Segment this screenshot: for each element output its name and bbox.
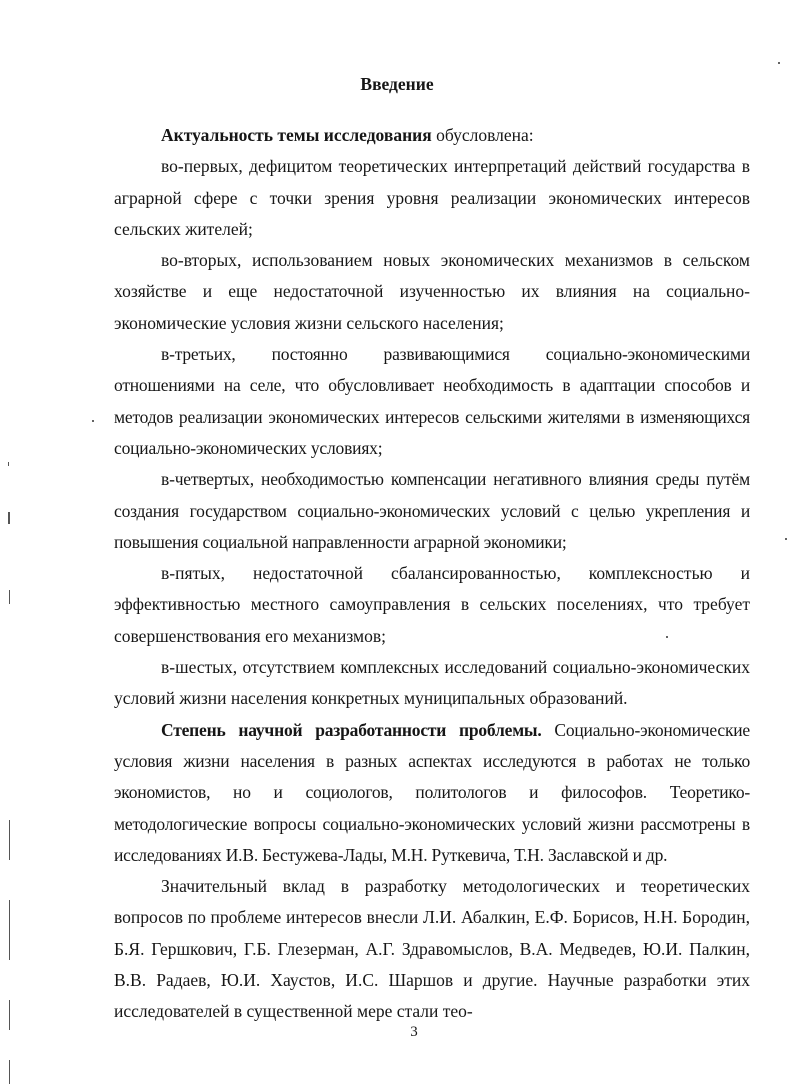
paragraph-text: во-вторых, использованием новых экономических механизмов в сельском хозяйстве и еще недостаточной изученностью их влияния на социально-экономические условия жизни сельского населения; bbox=[114, 250, 750, 333]
paragraph-text: в-шестых, отсутствием комплексных исследований социально-экономических условий жизни населения конкретных муниципальных образований. bbox=[114, 657, 750, 709]
scan-artifact bbox=[9, 900, 10, 960]
paragraph bbox=[114, 464, 750, 558]
paragraph-text: в-третьих, постоянно развивающимися социально-экономическими отношениями на селе, что обусловливает необходимость в адаптации способов и методов реализации экономических интересов сельскими жителями в изменяющихся социально-экономических условиях; bbox=[114, 344, 750, 458]
paragraph-lead: Степень научной разработанности проблемы. bbox=[161, 719, 542, 740]
paragraph bbox=[114, 652, 750, 715]
paragraph-lead: Актуальность темы исследования bbox=[161, 125, 432, 145]
body-text bbox=[114, 120, 750, 1028]
scan-artifact bbox=[8, 462, 9, 466]
paragraph-text: Значительный вклад в разработку методологических и теоретических вопросов по проблеме интересов внесли Л.И. Абалкин, Е.Ф. Борисов, Н.Н. Бородин, Б.Я. Гершкович, Г.Б. Глезерман, А.Г. Здравомыслов, В.А. Медведев, Ю.И. Палкин, В.В. Радаев, Ю.И. Хаустов, И.С. Шаршов и другие. Научные разработки этих исследователей в существенной мере стали тео- bbox=[114, 876, 750, 1022]
paragraph bbox=[114, 151, 750, 245]
paragraph-text: обусловлена: bbox=[431, 125, 534, 145]
paragraph bbox=[114, 339, 750, 464]
section-title: Введение bbox=[360, 74, 434, 94]
paragraph-text: во-первых, дефицитом теоретических интерпретаций действий государства в аграрной сфере с точки зрения уровня реализации экономических интересов сельских жителей; bbox=[114, 156, 750, 239]
paragraph-text: в-четвертых, необходимостью компенсации негативного влияния среды путём создания государством социально-экономических условий с целью укрепления и повышения социальной направленности аграрной экономики; bbox=[114, 469, 750, 552]
paragraph-text: в-пятых, недостаточной сбалансированностью, комплексностью и эффективностью местного самоуправления в сельских поселениях, что требует совершенствования его механизмов; bbox=[114, 563, 750, 646]
paragraph bbox=[114, 558, 750, 652]
scan-artifact bbox=[8, 512, 10, 524]
paragraph bbox=[114, 715, 750, 871]
paragraph bbox=[114, 245, 750, 339]
scan-artifact bbox=[9, 1000, 10, 1030]
paragraph bbox=[114, 871, 750, 1027]
scan-artifact bbox=[9, 820, 10, 860]
paragraph-text: Социально-экономические условия жизни населения в разных аспектах исследуются в работах не только экономистов, но и социологов, политологов и философов. Теоретико-методологические вопросы социально-экономических условий жизни рассмотрены в исследованиях И.В. Бестужева-Лады, М.Н. Руткевича, Т.Н. Заславской и др. bbox=[114, 719, 750, 865]
scan-artifact bbox=[9, 590, 10, 604]
paragraph bbox=[114, 120, 750, 151]
scan-artifact bbox=[9, 1060, 10, 1084]
scan-artifact bbox=[785, 538, 787, 540]
scan-artifact bbox=[778, 62, 780, 64]
page-number: 3 bbox=[410, 1024, 418, 1040]
scan-artifact bbox=[92, 420, 94, 422]
scan-artifact bbox=[666, 636, 668, 638]
